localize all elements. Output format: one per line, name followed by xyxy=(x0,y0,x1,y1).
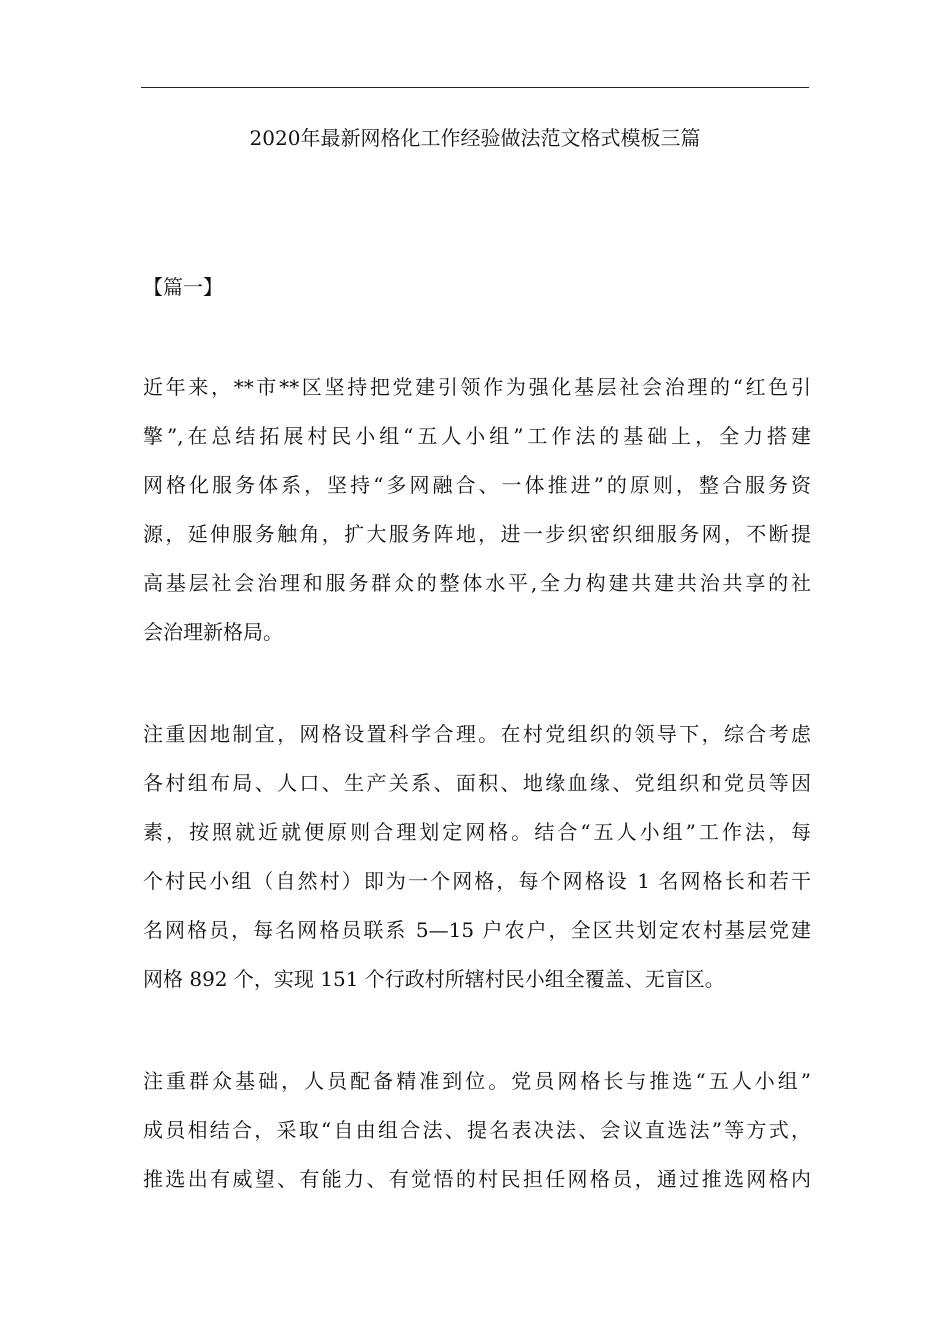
paragraph-line: 各村组布局、人口、生产关系、面积、地缘血缘、党组织和党员等因 xyxy=(143,771,811,795)
paragraph-line: 素，按照就近就便原则合理划定网格。结合“五人小组”工作法，每 xyxy=(143,820,811,844)
paragraph-line: 擎”,在总结拓展村民小组“五人小组”工作法的基础上，全力搭建 xyxy=(143,424,811,448)
section-heading: 【篇一】 xyxy=(143,275,223,299)
paragraph-line: 推选出有威望、有能力、有觉悟的村民担任网格员，通过推选网格内 xyxy=(143,1167,811,1191)
paragraph-line: 源，延伸服务触角，扩大服务阵地，进一步织密织细服务网，不断提 xyxy=(143,522,811,546)
paragraph-line: 个村民小组（自然村）即为一个网格，每个网格设 1 名网格长和若干 xyxy=(143,869,811,893)
header-rule xyxy=(141,87,809,88)
paragraph-line: 会治理新格局。 xyxy=(143,620,283,644)
paragraph-2 xyxy=(143,710,811,1004)
paragraph-3 xyxy=(143,1057,811,1204)
paragraph-line: 成员相结合，采取“自由组合法、提名表决法、会议直选法”等方式， xyxy=(143,1118,811,1142)
paragraph-line: 注重群众基础，人员配备精准到位。党员网格长与推选“五人小组” xyxy=(143,1069,811,1093)
paragraph-line: 网格化服务体系，坚持“多网融合、一体推进”的原则，整合服务资 xyxy=(143,473,811,497)
paragraph-line: 注重因地制宜，网格设置科学合理。在村党组织的领导下，综合考虑 xyxy=(143,722,811,746)
paragraph-line: 高基层社会治理和服务群众的整体水平,全力构建共建共治共享的社 xyxy=(143,571,811,595)
document-title: 2020年最新网格化工作经验做法范文格式模板三篇 xyxy=(249,126,701,150)
paragraph-line: 近年来，**市**区坚持把党建引领作为强化基层社会治理的“红色引 xyxy=(143,375,811,399)
paragraph-line: 网格 892 个，实现 151 个行政村所辖村民小组全覆盖、无盲区。 xyxy=(143,967,725,991)
paragraph-line: 名网格员，每名网格员联系 5—15 户农户，全区共划定农村基层党建 xyxy=(143,918,811,942)
paragraph-1 xyxy=(143,363,811,657)
